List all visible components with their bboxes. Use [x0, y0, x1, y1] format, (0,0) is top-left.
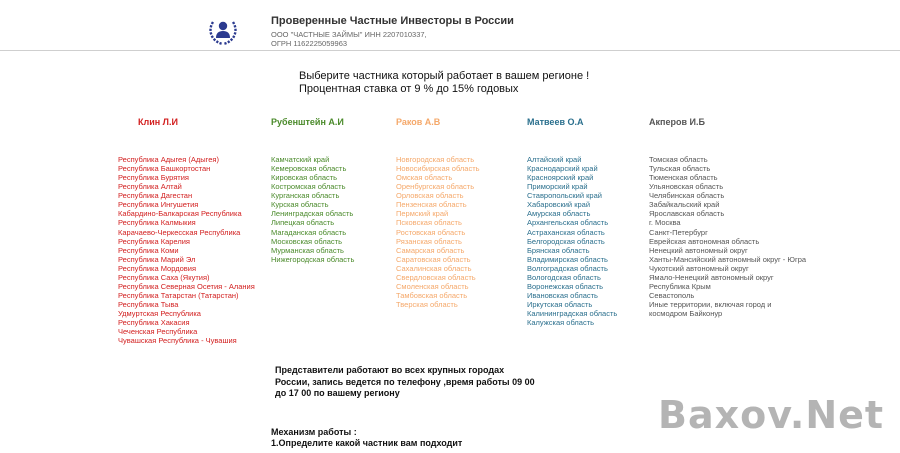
region-item: Республика Адыгея (Адыгея) — [118, 155, 219, 164]
site-header — [0, 0, 900, 51]
region-item: Пермский край — [396, 209, 449, 219]
region-item: Ивановская область — [527, 290, 598, 300]
region-item: Воронежская область — [527, 281, 604, 291]
investor-name: Матвеев О.А — [527, 117, 584, 127]
region-item: Тюменская область — [649, 173, 718, 183]
mechanism-step-1: 1.Определите какой частник вам подходит — [271, 438, 463, 448]
company-ogrn: ОГРН 1162225059963 — [271, 39, 348, 48]
region-item: Самарская область — [396, 245, 465, 255]
region-item: Карачаево-Черкесская Республика — [118, 227, 241, 237]
region-item: Сахалинская область — [396, 263, 472, 273]
intro-text — [299, 70, 589, 96]
region-list — [396, 155, 480, 309]
region-item: Пензенская область — [396, 200, 467, 210]
region-item: Ханты-Мансийский автономный округ - Югра — [649, 254, 807, 264]
region-item: Новгородская область — [396, 155, 475, 164]
investor-column-rakov — [396, 117, 480, 309]
region-item: Краснодарский край — [527, 164, 598, 174]
region-item: Амурская область — [527, 209, 591, 219]
region-item: Республика Карелия — [118, 236, 190, 246]
region-item: Магаданская область — [271, 227, 347, 237]
company-details — [271, 30, 427, 48]
region-item: Республика Хакасия — [118, 318, 190, 328]
region-item: Белгородская область — [527, 236, 605, 246]
region-item: Ненецкий автономный округ — [649, 245, 748, 255]
region-item: Удмуртская Республика — [118, 309, 201, 319]
region-item: Забайкальский край — [649, 200, 720, 210]
region-item: Курганская область — [271, 191, 340, 201]
region-item: Республика Ингушетия — [118, 200, 199, 210]
region-item: Липецкая область — [271, 218, 335, 228]
investor-column-matveev — [527, 117, 618, 328]
region-item: Ямало-Ненецкий автономный округ — [649, 272, 774, 282]
region-item: Севастополь — [649, 290, 695, 300]
region-item: Красноярский край — [527, 173, 594, 183]
region-item: Свердловская область — [396, 272, 476, 282]
region-item: Московская область — [271, 236, 342, 246]
region-item: Чеченская Республика — [118, 327, 198, 337]
region-item: Орловская область — [396, 191, 464, 201]
region-item: Хабаровский край — [527, 200, 591, 210]
region-item: Ростовская область — [396, 227, 466, 237]
region-item: Республика Бурятия — [118, 173, 189, 183]
region-list — [271, 155, 354, 264]
region-item: Ульяновская область — [649, 182, 724, 192]
region-item: Саратовская область — [396, 254, 471, 264]
company-inn: ООО "ЧАСТНЫЕ ЗАЙМЫ" ИНН 2207010337, — [271, 30, 427, 39]
region-item: Рязанская область — [396, 236, 462, 246]
region-item: Камчатский край — [271, 155, 330, 164]
intro-line-1: Выберите частника который работает в вашем регионе ! — [299, 70, 590, 82]
investor-column-klin — [118, 117, 255, 346]
region-item: Республика Коми — [118, 245, 179, 255]
region-item: Тульская область — [649, 164, 711, 174]
region-item: Республика Мордовия — [118, 263, 196, 273]
mechanism-title: Механизм работы : — [271, 427, 357, 437]
region-item: Смоленская область — [396, 281, 469, 291]
region-item: Кировская область — [271, 173, 338, 183]
notice-line-2: России, запись ведется по телефону ,время работы 09 00 — [275, 376, 535, 387]
region-item: Алтайский край — [527, 155, 582, 164]
region-item: Ставропольский край — [527, 191, 602, 201]
region-item: Республика Северная Осетия - Алания — [118, 281, 255, 291]
region-item: Омская область — [396, 173, 453, 183]
region-item: Еврейская автономная область — [649, 236, 760, 246]
representatives-notice — [275, 365, 535, 400]
region-list — [118, 155, 255, 345]
region-item: Тамбовская область — [396, 290, 468, 300]
region-item: Республика Татарстан (Татарстан) — [118, 290, 239, 300]
region-item: Республика Саха (Якутия) — [118, 272, 210, 282]
region-item: Кемеровская область — [271, 164, 347, 174]
region-item: Приморский край — [527, 182, 588, 192]
region-item: Псковская область — [396, 218, 462, 228]
region-item: Ярославская область — [649, 209, 725, 219]
investor-column-rubenstein — [271, 117, 355, 264]
region-item: Мурманская область — [271, 245, 344, 255]
brand-title: Проверенные Частные Инвесторы в России — [271, 15, 514, 27]
region-item: Калужская область — [527, 318, 595, 328]
region-item: Челябинская область — [649, 191, 725, 201]
region-item: Республика Калмыкия — [118, 218, 196, 228]
region-item: г. Москва — [649, 218, 681, 228]
region-item: Волгоградская область — [527, 263, 608, 273]
region-item: Республика Марий Эл — [118, 254, 196, 264]
region-item: Курская область — [271, 200, 329, 210]
region-item: Республика Дагестан — [118, 191, 193, 201]
intro-line-2: Процентная ставка от 9 % до 15% годовых — [299, 83, 519, 95]
region-item: Тверская область — [396, 300, 458, 309]
region-item: Республика Башкортостан — [118, 164, 211, 174]
region-item: Костромская область — [271, 182, 346, 192]
region-item: Брянская область — [527, 245, 590, 255]
region-list — [649, 155, 806, 318]
region-item: Астраханская область — [527, 227, 605, 237]
notice-line-3: до 17 00 по вашему региону — [275, 388, 400, 398]
region-item: Иные территории, включая город и — [649, 300, 772, 309]
region-item: Республика Тыва — [118, 300, 179, 309]
region-item: Оренбургская область — [396, 182, 475, 192]
investor-name: Раков А.В — [396, 117, 441, 127]
region-item: Новосибирская область — [396, 164, 480, 174]
region-item: Иркутская область — [527, 300, 593, 309]
region-item: Чукотский автономный округ — [649, 263, 749, 273]
region-item: Вологодская область — [527, 272, 601, 282]
region-item: Калининградская область — [527, 309, 618, 319]
region-item: Нижегородская область — [271, 254, 355, 264]
investor-name: Рубенштейн А.И — [271, 117, 344, 127]
region-item: Республика Алтай — [118, 182, 182, 192]
region-item: Санкт-Петербург — [649, 227, 708, 237]
investor-name: Акперов И.Б — [649, 117, 705, 127]
investor-name: Клин Л.И — [138, 117, 178, 127]
investor-laurel-logo-icon[interactable] — [206, 13, 240, 47]
region-item: Владимирская область — [527, 254, 608, 264]
region-item: Ленинградская область — [271, 209, 354, 219]
region-item: Чувашская Республика - Чувашия — [118, 336, 237, 346]
notice-line-1: Представители работают во всех крупных городах — [275, 365, 505, 375]
region-item: Кабардино-Балкарская Республика — [118, 209, 242, 219]
watermark: Baxov.Net — [658, 393, 885, 437]
investor-column-akperov — [649, 117, 807, 319]
region-list — [527, 155, 617, 327]
region-item: космодром Байконур — [649, 309, 723, 319]
region-item: Республика Крым — [649, 281, 711, 291]
region-item: Архангельская область — [527, 218, 609, 228]
region-item: Томская область — [649, 155, 708, 164]
